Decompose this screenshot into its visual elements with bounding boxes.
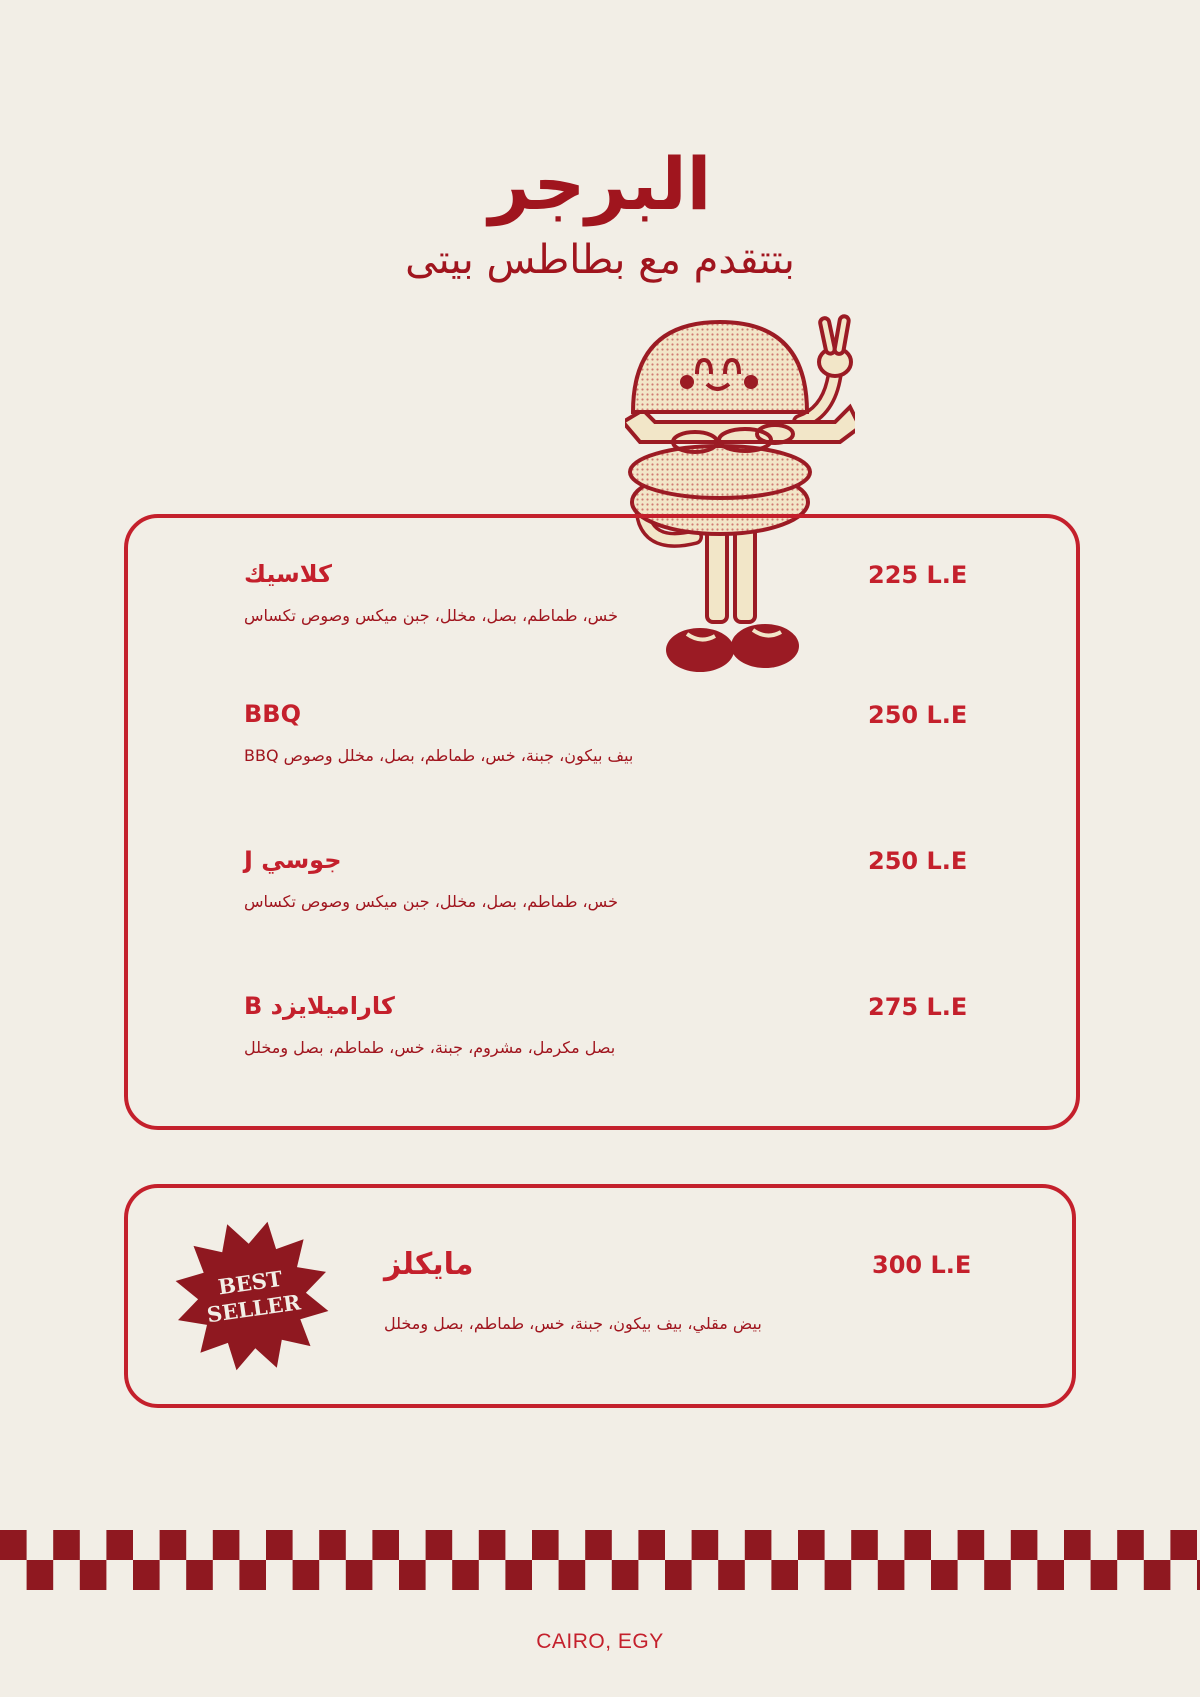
best-seller-name: مايكلز — [384, 1247, 474, 1282]
checker-square — [53, 1530, 80, 1560]
checker-square — [638, 1530, 665, 1560]
checker-square — [692, 1530, 719, 1560]
checker-square — [160, 1530, 187, 1560]
badge-line2: SELLER — [205, 1289, 303, 1328]
menu-item-price: 275 L.E — [868, 993, 968, 1021]
menu-item-name: كاراميلايزد B — [244, 992, 395, 1020]
menu-item-name: كلاسيك — [244, 560, 332, 588]
checker-square — [718, 1560, 745, 1590]
menu-item-name: BBQ — [244, 700, 301, 728]
checker-square — [612, 1560, 639, 1590]
checker-square — [798, 1530, 825, 1560]
menu-item-description: خس، طماطم، بصل، مخلل، جبن ميكس وصوص تكساس — [244, 606, 618, 625]
checker-square — [106, 1530, 133, 1560]
checker-square — [1144, 1560, 1171, 1590]
menu-item-price: 250 L.E — [868, 701, 968, 729]
checker-square — [186, 1560, 213, 1590]
checker-square — [293, 1560, 320, 1590]
checker-square — [266, 1530, 293, 1560]
best-seller-price: 300 L.E — [872, 1251, 972, 1279]
checker-square — [984, 1560, 1011, 1590]
menu-item-description: بصل مكرمل، مشروم، جبنة، خس، طماطم، بصل ومخلل — [244, 1038, 616, 1057]
page-subtitle: بتتقدم مع بطاطس بيتى — [405, 237, 795, 283]
menu-item-description: خس، طماطم، بصل، مخلل، جبن ميكس وصوص تكساس — [244, 892, 618, 911]
checker-square — [133, 1560, 160, 1590]
starburst-badge-icon — [170, 1216, 334, 1374]
checker-square — [1091, 1560, 1118, 1590]
checker-square — [346, 1560, 373, 1590]
checker-square — [505, 1560, 532, 1590]
checker-square — [771, 1560, 798, 1590]
checker-square — [1011, 1530, 1038, 1560]
checker-square — [825, 1560, 852, 1590]
menu-item-description: بيف بيكون، جبنة، خس، طماطم، بصل، مخلل وصوص BBQ — [244, 746, 634, 765]
menu-item-name: جوسي J — [244, 846, 342, 874]
checker-square — [426, 1530, 453, 1560]
checker-square — [931, 1560, 958, 1590]
checker-square — [213, 1530, 240, 1560]
footer-location: CAIRO, EGY — [536, 1630, 664, 1653]
checker-square — [904, 1530, 931, 1560]
checker-square — [452, 1560, 479, 1590]
checker-square — [878, 1560, 905, 1590]
checker-square — [239, 1560, 266, 1590]
checker-square — [1064, 1530, 1091, 1560]
checker-square — [665, 1560, 692, 1590]
checker-square — [399, 1560, 426, 1590]
checkered-border — [0, 1530, 1200, 1590]
checker-square — [27, 1560, 54, 1590]
menu-item-price: 225 L.E — [868, 561, 968, 589]
checker-square — [319, 1530, 346, 1560]
checker-square — [851, 1530, 878, 1560]
badge-line1: BEST — [216, 1265, 284, 1300]
checker-square — [745, 1530, 772, 1560]
checker-square — [532, 1530, 559, 1560]
checker-square — [372, 1530, 399, 1560]
menu-item-price: 250 L.E — [868, 847, 968, 875]
checker-square — [1117, 1530, 1144, 1560]
checker-square — [559, 1560, 586, 1590]
best-seller-description: بيض مقلي، بيف بيكون، جبنة، خس، طماطم، بصل ومخلل — [384, 1314, 762, 1333]
checker-square — [479, 1530, 506, 1560]
checker-square — [1170, 1530, 1197, 1560]
checker-square — [1037, 1560, 1064, 1590]
checker-square — [958, 1530, 985, 1560]
checker-square — [585, 1530, 612, 1560]
checker-square — [80, 1560, 107, 1590]
page-title: البرجر — [488, 142, 712, 226]
checker-square — [0, 1530, 27, 1560]
